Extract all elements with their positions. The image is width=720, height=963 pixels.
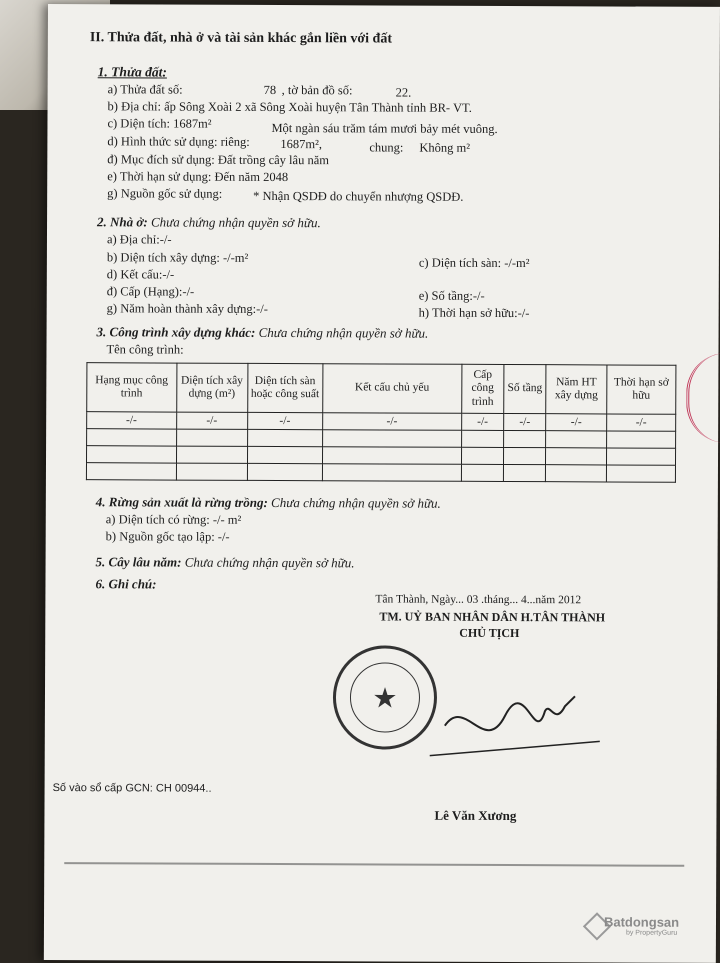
forest-section — [96, 494, 441, 511]
watermark-sub: by PropertyGuru — [625, 929, 678, 937]
land-usage-private: 1687m², — [280, 137, 323, 152]
house-grade: đ) Cấp (Hạng):-/- — [106, 284, 195, 299]
table-cell: -/- — [546, 414, 607, 431]
table-cell: -/- — [87, 412, 177, 429]
land-usage-form-label: d) Hình thức sử dụng: riêng: — [107, 134, 250, 149]
table-cell: -/- — [247, 412, 322, 429]
house-floor-area: c) Diện tích sàn: -/-m² — [418, 255, 530, 271]
house-structure: d) Kết cấu:-/- — [106, 267, 175, 282]
forest-status: Chưa chứng nhận quyền sở hữu. — [271, 494, 441, 511]
land-heading: 1. Thửa đất: — [97, 64, 167, 80]
signature-icon — [425, 686, 605, 767]
house-completion-year: g) Năm hoàn thành xây dựng:-/- — [106, 301, 268, 316]
land-origin-label: g) Nguồn gốc sử dụng: — [107, 186, 223, 201]
notes-heading: 6. Ghi chú: — [95, 576, 157, 592]
official-seal-icon: ★ — [333, 645, 437, 749]
forest-heading: 4. Rừng sản xuất là rừng trồng: — [95, 494, 268, 510]
red-stamp-icon — [686, 353, 720, 443]
land-plot-label: a) Thửa đất số: — [107, 82, 183, 97]
house-status: Chưa chứng nhận quyền sở hữu. — [150, 214, 321, 231]
works-table — [86, 362, 677, 483]
table-cell: -/- — [504, 413, 546, 430]
land-map-number: 22. — [395, 85, 412, 100]
forest-area: a) Diện tích có rừng: -/- m² — [105, 512, 242, 527]
table-header-cell: Hạng mục công trình — [87, 363, 177, 412]
land-address: b) Địa chỉ: ấp Sông Xoài 2 xã Sông Xoài huyện Tân Thành tỉnh BR- VT. — [107, 99, 472, 115]
table-header-cell: Diện tích sàn hoặc công suất — [247, 363, 322, 412]
house-heading: 2. Nhà ở: — [97, 214, 148, 230]
land-usage-common: Không m² — [419, 140, 471, 155]
table-header-cell: Kết cấu chủ yếu — [323, 364, 462, 414]
certificate-page — [44, 4, 720, 963]
table-cell: -/- — [176, 412, 247, 429]
land-area-words: Một ngàn sáu trăm tám mươi bảy mét vuông. — [271, 120, 498, 136]
works-section — [97, 324, 429, 341]
land-term: e) Thời hạn sử dụng: Đến năm 2048 — [107, 169, 289, 185]
signature-role: CHỦ TỊCH — [459, 625, 520, 641]
works-heading: 3. Công trình xây dựng khác: — [96, 324, 256, 340]
table-cell: -/- — [607, 414, 676, 431]
table-header-cell: Thời hạn sở hữu — [607, 365, 676, 414]
section-title: II. Thửa đất, nhà ở và tài sản khác gắn liền với đất — [89, 30, 393, 47]
forest-origin: b) Nguồn gốc tạo lập: -/- — [105, 529, 230, 544]
house-section — [97, 214, 321, 231]
land-origin-value: * Nhận QSDĐ do chuyển nhượng QSDĐ. — [253, 188, 464, 204]
watermark — [604, 914, 679, 936]
signature-name: Lê Văn Xương — [434, 807, 517, 824]
house-address: a) Địa chỉ:-/- — [106, 232, 172, 247]
cert-number: Số vào sổ cấp GCN: CH 00944.. — [52, 782, 212, 795]
table-header-row — [87, 363, 676, 415]
table-header-cell: Cấp công trình — [461, 364, 503, 413]
table-row — [86, 463, 675, 483]
perennial-section — [96, 554, 355, 571]
table-cell: -/- — [322, 413, 461, 431]
land-area: c) Diện tích: 1687m² — [107, 116, 212, 131]
land-map-label: , tờ bản đồ số: — [281, 83, 353, 98]
works-name-label: Tên công trình: — [106, 342, 184, 357]
table-header-cell: Số tầng — [504, 364, 546, 413]
perennial-status: Chưa chứng nhận quyền sở hữu. — [184, 554, 355, 571]
land-plot-number: 78 — [263, 82, 277, 97]
perennial-heading: 5. Cây lâu năm: — [95, 554, 182, 570]
signature-date: Tân Thành, Ngày... 03 .tháng... 4...năm 2012 — [375, 593, 582, 607]
land-usage-common-label: chung: — [369, 140, 404, 155]
table-cell: -/- — [461, 413, 503, 430]
fold-line — [64, 862, 684, 867]
signature-org: TM. UỶ BAN NHÂN DÂN H.TÂN THÀNH — [379, 609, 606, 625]
watermark-brand: Batdongsan — [603, 914, 680, 930]
house-ownership-term: h) Thời hạn sở hữu:-/- — [418, 305, 530, 321]
table-header-cell: Năm HT xây dựng — [546, 365, 607, 414]
land-purpose: đ) Mục đích sử dụng: Đất trồng cây lâu năm — [107, 152, 330, 168]
house-build-area: b) Diện tích xây dựng: -/-m² — [106, 250, 249, 265]
works-status: Chưa chứng nhận quyền sở hữu. — [258, 324, 429, 341]
house-floors: e) Số tầng:-/- — [418, 288, 485, 303]
table-header-cell: Diện tích xây dựng (m²) — [176, 363, 247, 412]
